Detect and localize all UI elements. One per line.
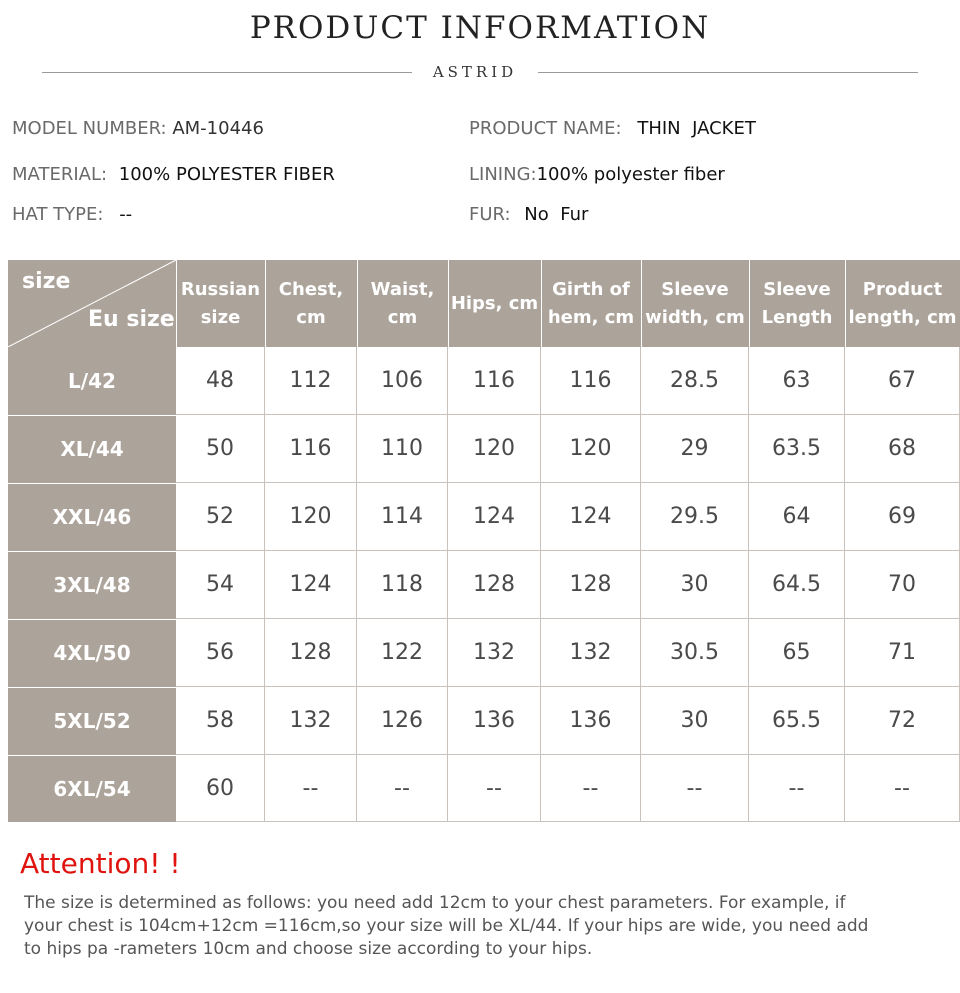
table-cell-chest: 120 [265,483,357,551]
table-cell-hips: 124 [448,483,541,551]
table-cell-hips: -- [448,755,541,822]
table-cell-waist: 110 [357,415,448,483]
brand-name: ASTRID [432,63,518,81]
model-number-label: MODEL NUMBER: [12,118,167,139]
table-cell-russian-size: 48 [176,347,265,415]
row-size-label: XXL/46 [8,483,176,551]
header-product-length: Product length, cm [845,260,960,347]
table-cell-waist: 106 [357,347,448,415]
table-cell-waist: 126 [357,687,448,755]
table-cell-hem-girth: -- [541,755,641,822]
table-cell-sleeve-length: 63 [749,347,845,415]
table-cell-hem-girth: 120 [541,415,641,483]
header-column-separator [265,260,266,347]
header-column-separator [749,260,750,347]
corner-header [8,260,176,347]
hat-type-label: HAT TYPE: [12,204,104,225]
header-column-separator [176,260,177,347]
fur-row [469,203,588,227]
table-cell-chest: -- [265,755,357,822]
lining-label: LINING: [469,164,537,185]
table-cell-product-length: 69 [845,483,960,551]
table-cell-sleeve-width: -- [641,755,749,822]
row-size-label: L/42 [8,347,176,415]
model-number-row [12,117,264,141]
table-cell-product-length: 67 [845,347,960,415]
table-cell-russian-size: 52 [176,483,265,551]
row-label-separator [8,483,176,484]
table-cell-sleeve-length: -- [749,755,845,822]
table-cell-hips: 116 [448,347,541,415]
header-column-separator [357,260,358,347]
table-cell-chest: 132 [265,687,357,755]
product-name-value: THIN JACKET [637,118,756,139]
size-note: The size is determined as follows: you need add 12cm to your chest parameters. For example, if your chest is 104cm+12cm =116cm,so your size will be XL/44. If your hips are wide, you need add to hips pa -rameters 10cm and choose size according to your hips. [24,893,869,959]
table-cell-russian-size: 50 [176,415,265,483]
table-cell-product-length: 71 [845,619,960,687]
row-label-separator [8,687,176,688]
table-cell-product-length: 70 [845,551,960,619]
table-cell-hem-girth: 132 [541,619,641,687]
material-value: 100% POLYESTER FIBER [118,164,335,185]
table-cell-waist: 114 [357,483,448,551]
size-table [8,260,960,822]
row-size-label: XL/44 [8,415,176,483]
table-cell-chest: 124 [265,551,357,619]
table-cell-hem-girth: 136 [541,687,641,755]
corner-eu-size-label: Eu size [88,307,175,332]
hat-type-value: -- [119,204,133,225]
table-cell-sleeve-width: 28.5 [641,347,749,415]
table-cell-sleeve-width: 30 [641,551,749,619]
table-cell-sleeve-length: 65 [749,619,845,687]
table-cell-sleeve-width: 30 [641,687,749,755]
title-divider-right [538,72,918,73]
table-cell-hem-girth: 124 [541,483,641,551]
header-column-separator [845,260,846,347]
header-column-separator [641,260,642,347]
table-cell-product-length: 68 [845,415,960,483]
header-column-separator [448,260,449,347]
table-cell-waist: 118 [357,551,448,619]
row-size-label: 6XL/54 [8,755,176,822]
table-cell-chest: 116 [265,415,357,483]
row-size-label: 3XL/48 [8,551,176,619]
header-hips: Hips, cm [448,260,541,347]
table-cell-sleeve-length: 63.5 [749,415,845,483]
header-waist: Waist, cm [357,260,448,347]
header-sleeve-width: Sleeve width, cm [641,260,749,347]
material-row [12,163,335,187]
product-name-row [469,117,756,141]
table-cell-sleeve-width: 30.5 [641,619,749,687]
table-cell-russian-size: 56 [176,619,265,687]
table-cell-chest: 112 [265,347,357,415]
header-russian-size: Russian size [176,260,265,347]
header-hem-girth: Girth of hem, cm [541,260,641,347]
table-cell-waist: 122 [357,619,448,687]
table-cell-russian-size: 54 [176,551,265,619]
fur-value: No Fur [524,204,589,225]
page-title: PRODUCT INFORMATION [249,10,711,46]
row-size-label: 4XL/50 [8,619,176,687]
table-cell-chest: 128 [265,619,357,687]
table-cell-sleeve-width: 29.5 [641,483,749,551]
table-cell-sleeve-length: 64.5 [749,551,845,619]
table-cell-sleeve-length: 64 [749,483,845,551]
row-label-separator [8,551,176,552]
hat-type-row [12,203,132,227]
table-cell-product-length: -- [845,755,960,822]
table-cell-hem-girth: 128 [541,551,641,619]
table-cell-hem-girth: 116 [541,347,641,415]
header-column-separator [541,260,542,347]
fur-label: FUR: [469,204,511,225]
product-name-label: PRODUCT NAME: [469,118,622,139]
table-cell-product-length: 72 [845,687,960,755]
table-cell-hips: 120 [448,415,541,483]
table-cell-hips: 136 [448,687,541,755]
header-sleeve-length: Sleeve Length [749,260,845,347]
table-cell-hips: 128 [448,551,541,619]
lining-value: 100% polyester fiber [536,164,725,185]
row-label-separator [8,755,176,756]
row-size-label: 5XL/52 [8,687,176,755]
model-number-value: AM-10446 [172,118,264,139]
attention-heading: Attention! ! [20,847,181,880]
table-cell-russian-size: 58 [176,687,265,755]
corner-size-label: size [22,269,71,294]
lining-row [469,163,725,187]
table-cell-sleeve-length: 65.5 [749,687,845,755]
table-cell-hips: 132 [448,619,541,687]
table-cell-sleeve-width: 29 [641,415,749,483]
row-label-separator [8,415,176,416]
row-label-separator [8,619,176,620]
title-divider-left [42,72,412,73]
material-label: MATERIAL: [12,164,108,185]
table-cell-russian-size: 60 [176,755,265,822]
table-cell-waist: -- [357,755,448,822]
header-chest: Chest, cm [265,260,357,347]
